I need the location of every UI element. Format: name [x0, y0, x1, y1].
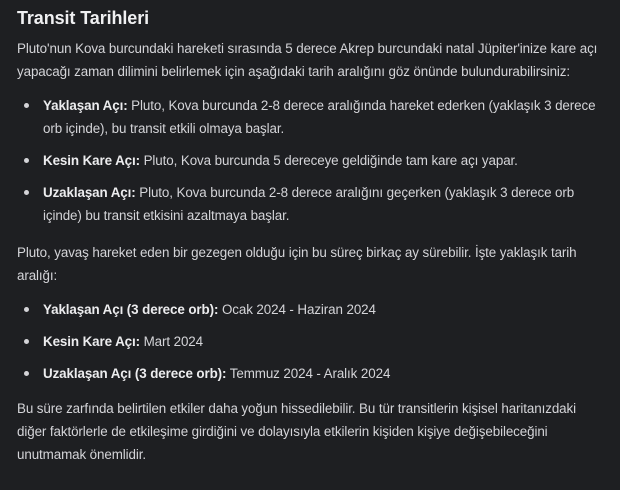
list-item [17, 149, 606, 172]
intro-paragraph: Pluto'nun Kova burcundaki hareketi sırasında 5 derece Akrep burcundaki natal Jüpiter'inize kare açı yapacağı zaman dilimini belirlemek için aşağıdaki tarih aralığını göz önünde bulundurabilirsiniz: [17, 41, 598, 79]
middle-paragraph: Pluto, yavaş hareket eden bir gezegen olduğu için bu süreç birkaç ay sürebilir. İşte yaklaşık tarih aralığı: [17, 245, 577, 283]
date-value: Ocak 2024 - Haziran 2024 [218, 302, 376, 317]
list-item [17, 362, 606, 385]
transit-phases-list [17, 94, 606, 227]
phase-term: Uzaklaşan Açı: [43, 185, 136, 200]
date-term: Kesin Kare Açı: [43, 334, 140, 349]
date-term: Yaklaşan Açı (3 derece orb): [43, 302, 219, 317]
date-term: Uzaklaşan Açı (3 derece orb): [43, 366, 227, 381]
closing-paragraph: Bu süre zarfında belirtilen etkiler daha yoğun hissedilebilir. Bu tür transitlerin kişisel haritanızdaki diğer faktörlerle de etkileşime girdiğini ve dolayısıyla etkilerin kişiden kişiye değişebileceğini unutmamak önemlidir. [17, 401, 576, 462]
bullet-icon [24, 158, 29, 163]
bullet-icon [24, 103, 29, 108]
bullet-icon [24, 339, 29, 344]
list-item [17, 94, 606, 140]
phase-term: Kesin Kare Açı: [43, 153, 140, 168]
phase-description: Pluto, Kova burcunda 2-8 derece aralığında hareket ederken (yaklaşık 3 derece orb içinde), bu transit etkili olmaya başlar. [43, 98, 596, 136]
date-value: Mart 2024 [139, 334, 203, 349]
phase-description: Pluto, Kova burcunda 2-8 derece aralığını geçerken (yaklaşık 3 derece orb içinde) bu transit etkisini azaltmaya başlar. [43, 185, 575, 223]
bullet-icon [24, 190, 29, 195]
bullet-icon [24, 307, 29, 312]
list-item [17, 181, 606, 227]
phase-description: Pluto, Kova burcunda 5 dereceye geldiğinde tam kare açı yapar. [139, 153, 518, 168]
date-value: Temmuz 2024 - Aralık 2024 [226, 366, 391, 381]
phase-term: Yaklaşan Açı: [43, 98, 128, 113]
list-item [17, 330, 606, 353]
date-range-list [17, 298, 606, 385]
section-heading: Transit Tarihleri [17, 8, 150, 28]
list-item [17, 298, 606, 321]
bullet-icon [24, 371, 29, 376]
